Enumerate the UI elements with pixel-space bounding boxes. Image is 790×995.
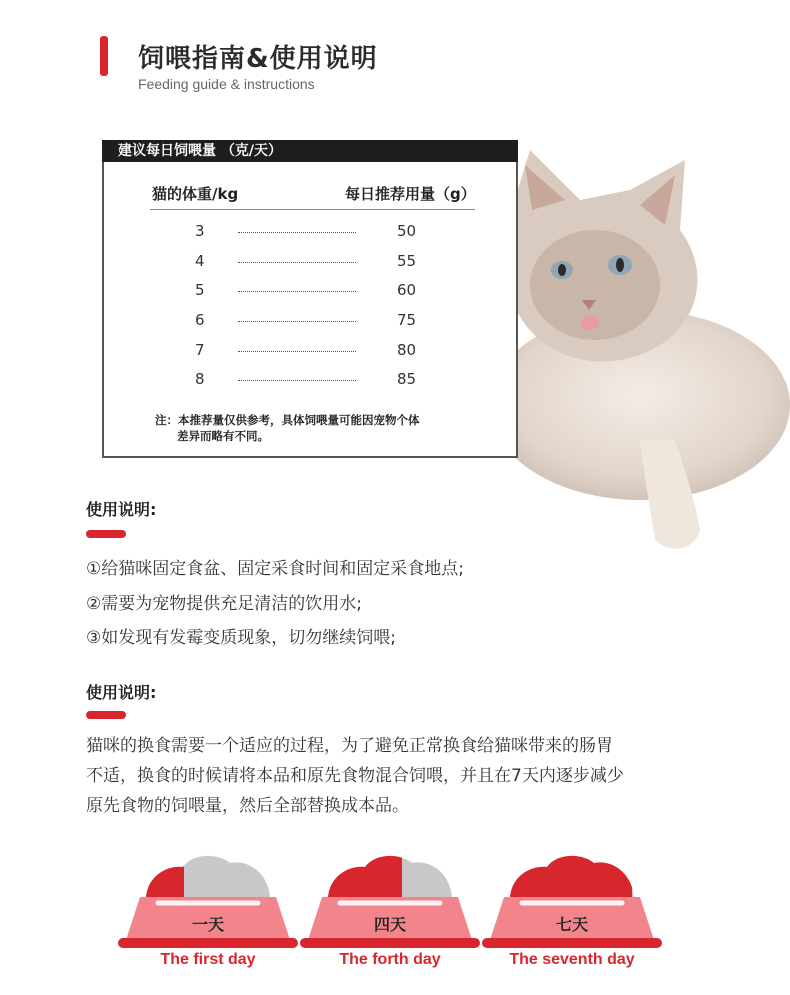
table-row [150,311,475,333]
section-title-usage: 使用说明: [86,500,157,519]
page-subtitle: Feeding guide & instructions [138,76,315,92]
list-item: ②需要为宠物提供充足清洁的饮用水; [86,594,362,614]
amount-cell: 80 [397,341,417,359]
paragraph-line: 原先食物的饲喂量，然后全部替换成本品。 [86,796,409,816]
bowl-day-cn: 七天 [555,915,588,934]
dotted-leader [238,321,356,322]
amount-cell: 55 [397,252,417,270]
table-note-line: 注：本推荐量仅供参考，具体饲喂量可能因宠物个体 [155,413,420,427]
table-note [155,412,475,444]
dotted-leader [238,380,356,381]
table-row [150,370,475,392]
weight-cell: 4 [195,252,205,270]
feeding-table-heading: 建议每日饲喂量 （克/天） [102,140,518,162]
transition-paragraph [86,731,726,821]
bowl-icon [118,845,298,955]
dotted-leader [238,351,356,352]
column-header-weight: 猫的体重/kg [152,185,239,203]
dotted-leader [238,262,356,263]
list-item: ①给猫咪固定食盆、固定采食时间和固定采食地点; [86,559,464,579]
section-accent-mark [86,711,126,719]
amount-cell: 75 [397,311,417,329]
bowl-day-en: The seventh day [509,951,635,968]
bowl-day-en: The first day [160,951,256,968]
section-accent-mark [86,530,126,538]
bowl-day-cn: 一天 [191,915,224,934]
list-item: ③如发现有发霉变质现象，切勿继续饲喂; [86,628,396,648]
table-row [150,252,475,274]
bowl-day-en: The forth day [339,951,441,968]
bowl-icon [482,845,662,955]
table-header-divider [150,209,475,210]
amount-cell: 85 [397,370,417,388]
weight-cell: 7 [195,341,205,359]
page-title: 饲喂指南&使用说明 [138,44,378,74]
paragraph-line: 猫咪的换食需要一个适应的过程，为了避免正常换食给猫咪带来的肠胃 [86,736,613,756]
table-row [150,341,475,363]
dotted-leader [238,291,356,292]
cat-image [470,120,790,560]
paragraph-line: 不适，换食的时候请将本品和原先食物混合饲喂，并且在7天内逐步减少 [86,766,624,786]
weight-cell: 6 [195,311,205,329]
amount-cell: 50 [397,222,417,240]
table-row [150,281,475,303]
weight-cell: 5 [195,281,205,299]
section-title-usage: 使用说明: [86,683,157,702]
table-row [150,222,475,244]
table-note-line: 差异而略有不同。 [177,429,269,443]
weight-cell: 3 [195,222,205,240]
weight-cell: 8 [195,370,205,388]
column-header-amount: 每日推荐用量（g） [345,185,476,203]
bowl-day-cn: 四天 [373,915,406,934]
dotted-leader [238,232,356,233]
title-accent-bar [100,36,108,76]
amount-cell: 60 [397,281,417,299]
bowl-icon [300,845,480,955]
